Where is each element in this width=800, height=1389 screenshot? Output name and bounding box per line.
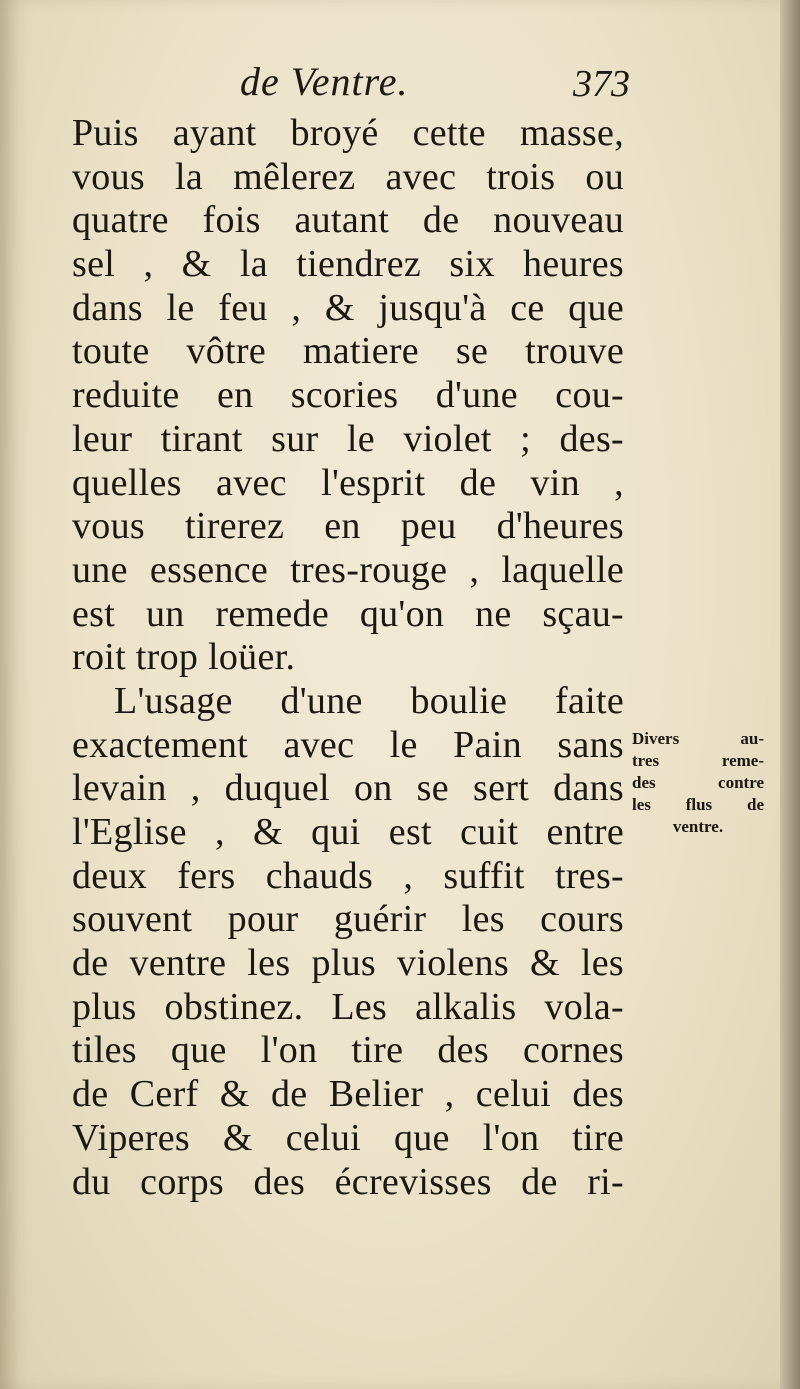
text-line: toute vôtre matiere se trouve — [72, 330, 624, 373]
text-line: quatre fois autant de nouveau — [72, 199, 624, 242]
running-title: de Ventre. — [240, 59, 409, 104]
text-line: leur tirant sur le violet ; des- — [72, 417, 624, 460]
text-line: souvent pour guérir les cours — [72, 898, 624, 941]
text-line: Puis ayant broyé cette masse, — [72, 112, 624, 154]
text-line: L'usage d'une boulie faite — [114, 679, 624, 722]
page-edge — [780, 0, 800, 1389]
text-line: dans le feu , & jusqu'à ce que — [72, 286, 624, 329]
text-line: levain , duquel on se sert dans — [72, 767, 624, 810]
text-line: reduite en scories d'une cou- — [72, 374, 624, 417]
text-line: exactement avec le Pain sans — [72, 723, 624, 766]
text-line: est un remede qu'on ne sçau- — [72, 592, 624, 635]
margin-note — [632, 728, 764, 838]
margin-note-line: des contre — [632, 773, 764, 792]
text-line: sel , & la tiendrez six heures — [72, 243, 624, 286]
text-line: de ventre les plus violens & les — [72, 942, 624, 985]
text-line: de Cerf & de Belier , celui des — [72, 1073, 624, 1116]
text-line: deux fers chauds , suffit tres- — [72, 854, 624, 897]
text-line: vous tirerez en peu d'heures — [72, 505, 624, 548]
margin-note-line: Divers au- — [632, 729, 764, 748]
margin-note-line: les flus de — [632, 795, 764, 814]
text-line: plus obstinez. Les alkalis vola- — [72, 985, 624, 1028]
text-line: une essence tres-rouge , laquelle — [72, 548, 624, 591]
body-text — [72, 112, 624, 1204]
margin-note-line: tres reme- — [632, 751, 764, 770]
text-line: l'Eglise , & qui est cuit entre — [72, 811, 624, 853]
margin-note-line: ventre. — [672, 817, 724, 836]
page-number: 373 — [573, 63, 630, 105]
text-line: vous la mêlerez avec trois ou — [72, 155, 624, 198]
text-line: quelles avec l'esprit de vin , — [72, 461, 624, 504]
page-header — [70, 58, 630, 108]
text-line: roit trop loüer. — [72, 636, 296, 679]
text-line: tiles que l'on tire des cornes — [72, 1029, 624, 1072]
text-line: Viperes & celui que l'on tire — [72, 1116, 624, 1159]
text-line: du corps des écrevisses de ri- — [72, 1160, 624, 1203]
